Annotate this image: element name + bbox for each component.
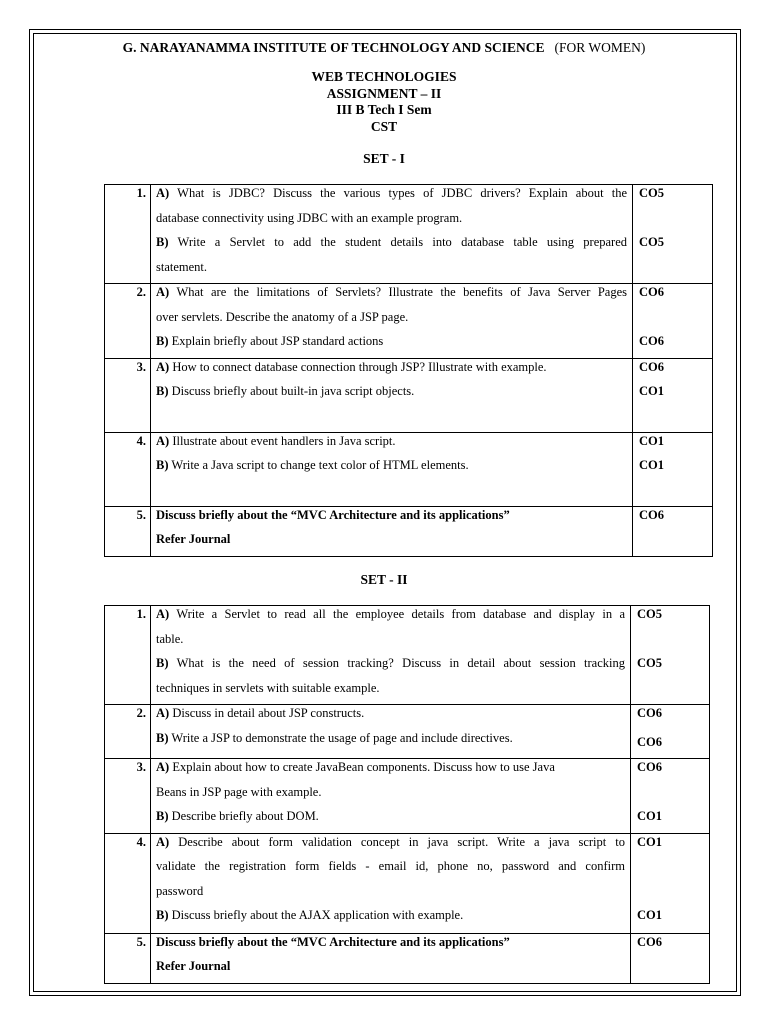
question-line: Write a Java script to change text color of HTML elements. [171, 458, 469, 472]
question-number: 5. [105, 933, 151, 983]
co-label: CO5 [639, 186, 664, 200]
course-outcome [631, 933, 710, 983]
question-number: 3. [105, 358, 151, 432]
co-label: CO1 [637, 908, 662, 922]
table-row [105, 358, 713, 432]
part-label: B) [156, 458, 169, 472]
question-text [151, 606, 631, 705]
question-line: Describe briefly about DOM. [171, 809, 319, 823]
course-outcome [633, 185, 713, 284]
table-row [105, 432, 713, 506]
course-outcome [631, 833, 710, 933]
question-line: database connectivity using JDBC with an example program. [156, 210, 463, 225]
question-line: password [156, 883, 204, 898]
co-label: CO1 [639, 384, 664, 398]
course-outcome [631, 606, 710, 705]
question-number: 1. [105, 606, 151, 705]
question-line: statement. [156, 259, 208, 274]
question-line: Describe about form validation concept in java script. Write a java script to [178, 834, 626, 849]
co-label: CO6 [639, 359, 664, 374]
question-line: Explain briefly about JSP standard actions [171, 334, 384, 348]
institution-header [0, 40, 768, 56]
co-label: CO5 [637, 656, 662, 670]
table-row [105, 506, 713, 556]
co-label: CO5 [637, 607, 662, 621]
course-outcome [631, 705, 710, 759]
question-line: What are the limitations of Servlets? Illustrate the benefits of Java Server Pages [176, 285, 628, 299]
part-label: B) [156, 235, 169, 249]
question-line: Illustrate about event handlers in Java script. [172, 433, 396, 448]
question-line: table. [156, 631, 184, 646]
co-label: CO6 [637, 706, 662, 720]
part-label: B) [156, 656, 169, 670]
course-outcome [633, 432, 713, 506]
question-number: 3. [105, 759, 151, 834]
table-row [105, 606, 710, 705]
question-line: Write a JSP to demonstrate the usage of page and include directives. [171, 730, 513, 745]
co-label: CO1 [639, 458, 664, 472]
co-label: CO6 [639, 334, 664, 348]
for-women-note: (FOR WOMEN) [554, 40, 646, 55]
question-line: Discuss briefly about the “MVC Architecture and its applications” [156, 507, 510, 522]
course-outcome [633, 506, 713, 556]
question-text [151, 358, 633, 432]
branch: CST [370, 118, 398, 134]
question-number: 4. [105, 432, 151, 506]
part-label: B) [156, 809, 169, 823]
course-outcome [633, 284, 713, 359]
co-label: CO1 [639, 433, 664, 448]
question-text [151, 185, 633, 284]
question-line: What is JDBC? Discuss the various types of JDBC drivers? Explain about the [177, 186, 627, 200]
co-label: CO6 [637, 760, 662, 774]
question-text [151, 432, 633, 506]
part-label: B) [156, 730, 169, 745]
question-line: What is the need of session tracking? Discuss in detail about session tracking [176, 656, 625, 670]
part-label: A) [156, 706, 170, 720]
refer-journal-note: Refer Journal [156, 959, 231, 973]
question-number: 1. [105, 185, 151, 284]
co-label: CO6 [639, 507, 664, 522]
part-label: A) [156, 433, 170, 448]
set2-table [104, 605, 710, 984]
year-sem: III B Tech I Sem [336, 102, 432, 117]
part-label: B) [156, 334, 169, 348]
subject-title: WEB TECHNOLOGIES [311, 69, 457, 84]
question-line: Discuss briefly about the “MVC Architecture and its applications” [156, 934, 510, 949]
question-number: 2. [105, 284, 151, 359]
question-line: Write a Servlet to add the student details into database table using prepared [177, 235, 627, 249]
assignment-title: ASSIGNMENT – II [326, 85, 442, 101]
question-line: Beans in JSP page with example. [156, 784, 322, 799]
question-text [151, 833, 631, 933]
question-text [151, 933, 631, 983]
course-outcome [633, 358, 713, 432]
question-line: How to connect database connection through JSP? Illustrate with example. [172, 359, 547, 374]
table-row [105, 933, 710, 983]
question-number: 2. [105, 705, 151, 759]
co-label: CO6 [639, 285, 664, 299]
co-label: CO1 [637, 809, 662, 823]
question-line: Write a Servlet to read all the employee details from database and display in a [176, 607, 625, 621]
question-line: validate the registration form fields - email id, phone no, password and confirm [156, 859, 625, 873]
assignment-title-block [0, 69, 768, 135]
question-text [151, 506, 633, 556]
set2-title: SET - II [360, 572, 408, 587]
part-label: A) [156, 285, 170, 299]
question-number: 4. [105, 833, 151, 933]
table-row [105, 284, 713, 359]
co-label: CO5 [639, 235, 664, 249]
co-label: CO1 [637, 834, 662, 849]
question-text [151, 284, 633, 359]
question-line: over servlets. Describe the anatomy of a JSP page. [156, 309, 409, 324]
question-number: 5. [105, 506, 151, 556]
part-label: A) [156, 359, 170, 374]
part-label: B) [156, 908, 169, 922]
question-line: techniques in servlets with suitable example. [156, 680, 380, 695]
set1-title: SET - I [363, 151, 405, 166]
question-text [151, 759, 631, 834]
course-outcome [631, 759, 710, 834]
part-label: A) [156, 186, 170, 200]
question-line: Explain about how to create JavaBean components. Discuss how to use Java [172, 760, 555, 774]
part-label: A) [156, 834, 170, 849]
part-label: A) [156, 760, 170, 774]
refer-journal-note: Refer Journal [156, 532, 231, 546]
question-line: Discuss in detail about JSP constructs. [172, 706, 365, 720]
question-line: Discuss briefly about built-in java script objects. [171, 384, 415, 398]
question-line: Discuss briefly about the AJAX application with example. [171, 908, 464, 922]
table-row [105, 833, 710, 933]
table-row [105, 705, 710, 759]
table-row [105, 185, 713, 284]
table-row [105, 759, 710, 834]
question-text [151, 705, 631, 759]
co-label: CO6 [637, 734, 662, 749]
institution-name: G. NARAYANAMMA INSTITUTE OF TECHNOLOGY AND SCIENCE [122, 40, 545, 55]
part-label: A) [156, 607, 170, 621]
part-label: B) [156, 384, 169, 398]
co-label: CO6 [637, 934, 662, 949]
set1-table [104, 184, 713, 557]
